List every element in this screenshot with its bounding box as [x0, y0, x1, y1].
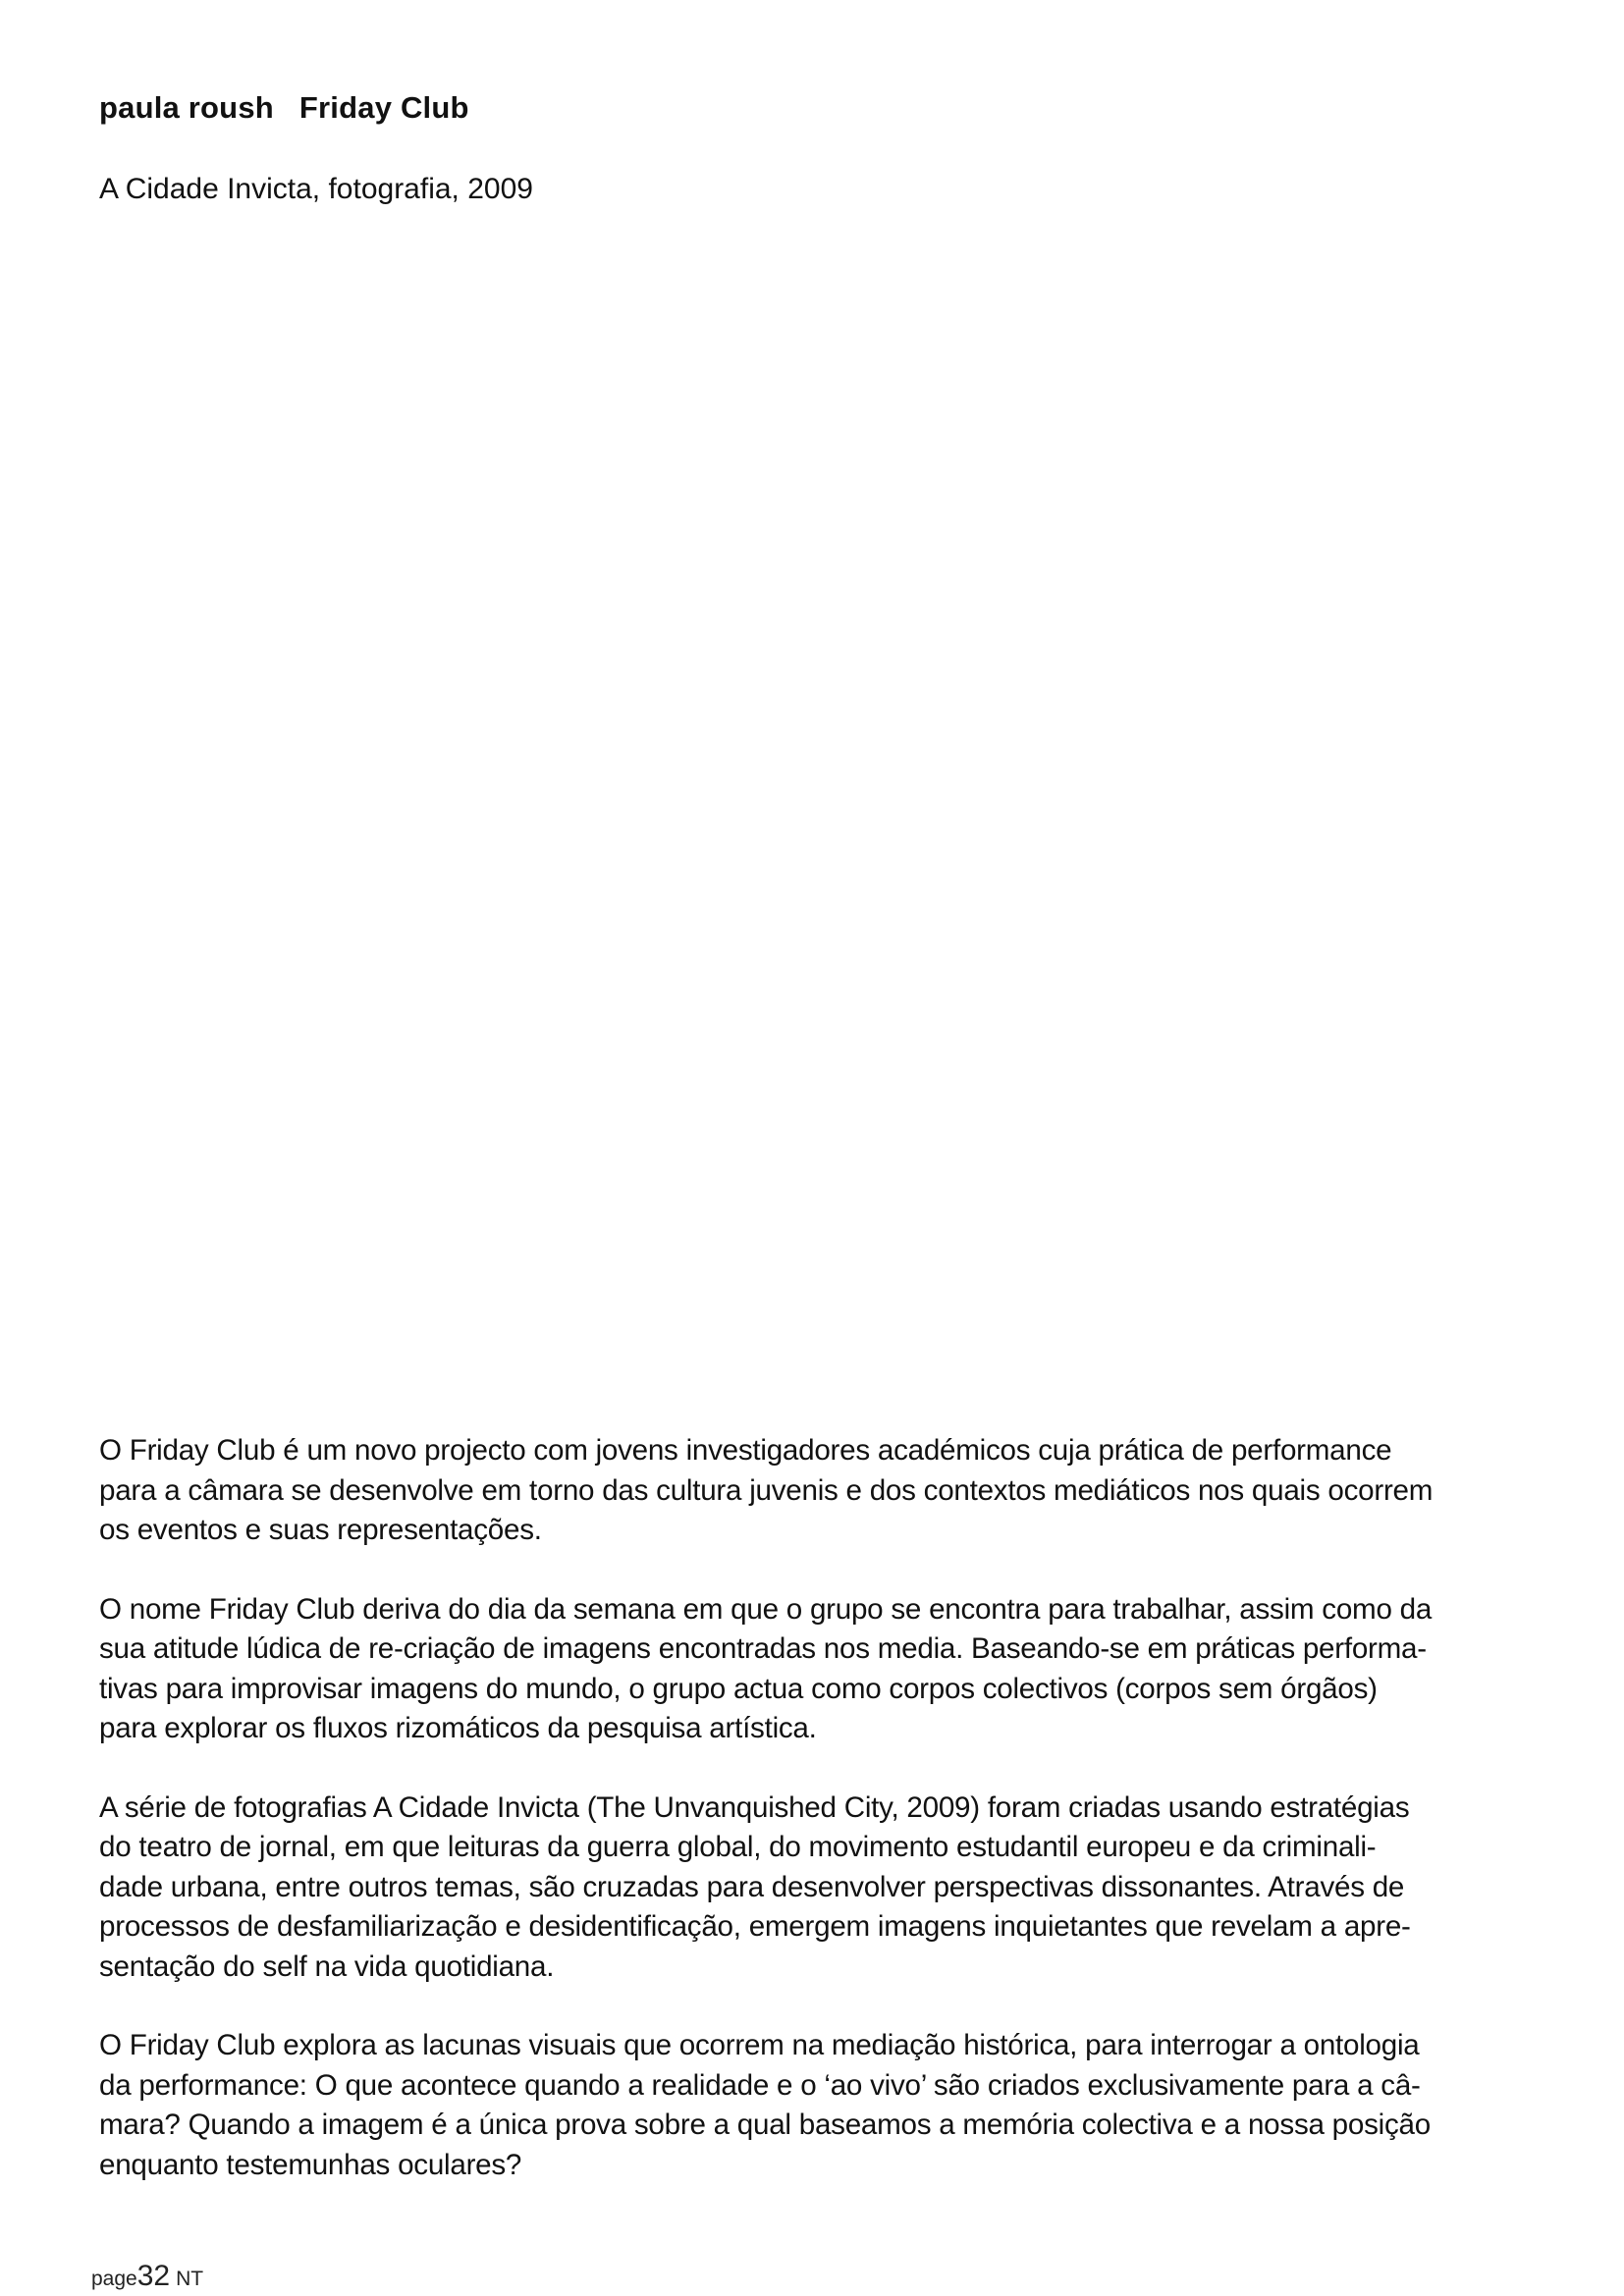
artist-name: paula roush [99, 90, 274, 125]
page-footer [91, 2260, 203, 2293]
text-line: enquanto testemunhas oculares? [99, 2148, 522, 2181]
text-line: os eventos e suas representações. [99, 1514, 542, 1546]
text-line: dade urbana, entre outros temas, são cruzadas para desenvolver perspectivas dissonantes. Através de [99, 1870, 1405, 1903]
text-line: sua atitude lúdica de re-criação de imagens encontradas nos media. Baseando-se em práticas performa- [99, 1632, 1427, 1665]
text-line: A série de fotografias A Cidade Invicta (The Unvanquished City, 2009) foram criadas usando estratégias [99, 1790, 1410, 1824]
text-line: para a câmara se desenvolve em torno das cultura juvenis e dos contextos mediáticos nos quais ocorrem [99, 1473, 1434, 1507]
text-line: sentação do self na vida quotidiana. [99, 1949, 555, 1983]
paragraph [99, 1431, 1533, 1551]
page-label: page [91, 2268, 137, 2290]
artwork-caption: A Cidade Invicta, fotografia, 2009 [99, 173, 533, 205]
image-placeholder [99, 245, 1533, 1374]
text-line: O Friday Club explora as lacunas visuais que ocorrem na mediação histórica, para interrogar a ontologia [99, 2029, 1420, 2061]
footer-suffix: NT [176, 2268, 204, 2290]
body-text [99, 1431, 1533, 2224]
text-line: O Friday Club é um novo projecto com jovens investigadores académicos cuja prática de performance [99, 1434, 1392, 1467]
paragraph [99, 2026, 1533, 2185]
text-line: mara? Quando a imagem é a única prova sobre a qual baseamos a memória colectiva e a nossa posição [99, 2109, 1431, 2141]
paragraph [99, 1590, 1533, 1749]
page-header [99, 90, 469, 126]
text-line: do teatro de jornal, em que leituras da guerra global, do movimento estudantil europeu e da criminali- [99, 1831, 1377, 1863]
text-line: processos de desfamiliarização e desidentificação, emergem imagens inquietantes que revelam a apre- [99, 1910, 1411, 1943]
project-title: Friday Club [298, 90, 469, 125]
text-line: para explorar os fluxos rizomáticos da pesquisa artística. [99, 1712, 817, 1744]
text-line: tivas para improvisar imagens do mundo, o grupo actua como corpos colectivos (corpos sem órgãos) [99, 1672, 1378, 1705]
paragraph [99, 1789, 1533, 1988]
text-line: da performance: O que acontece quando a realidade e o ‘ao vivo’ são criados exclusivamente para a câ- [99, 2068, 1421, 2102]
text-line: O nome Friday Club deriva do dia da semana em que o grupo se encontra para trabalhar, assim como da [99, 1592, 1433, 1626]
page-number: 32 [136, 2260, 171, 2292]
